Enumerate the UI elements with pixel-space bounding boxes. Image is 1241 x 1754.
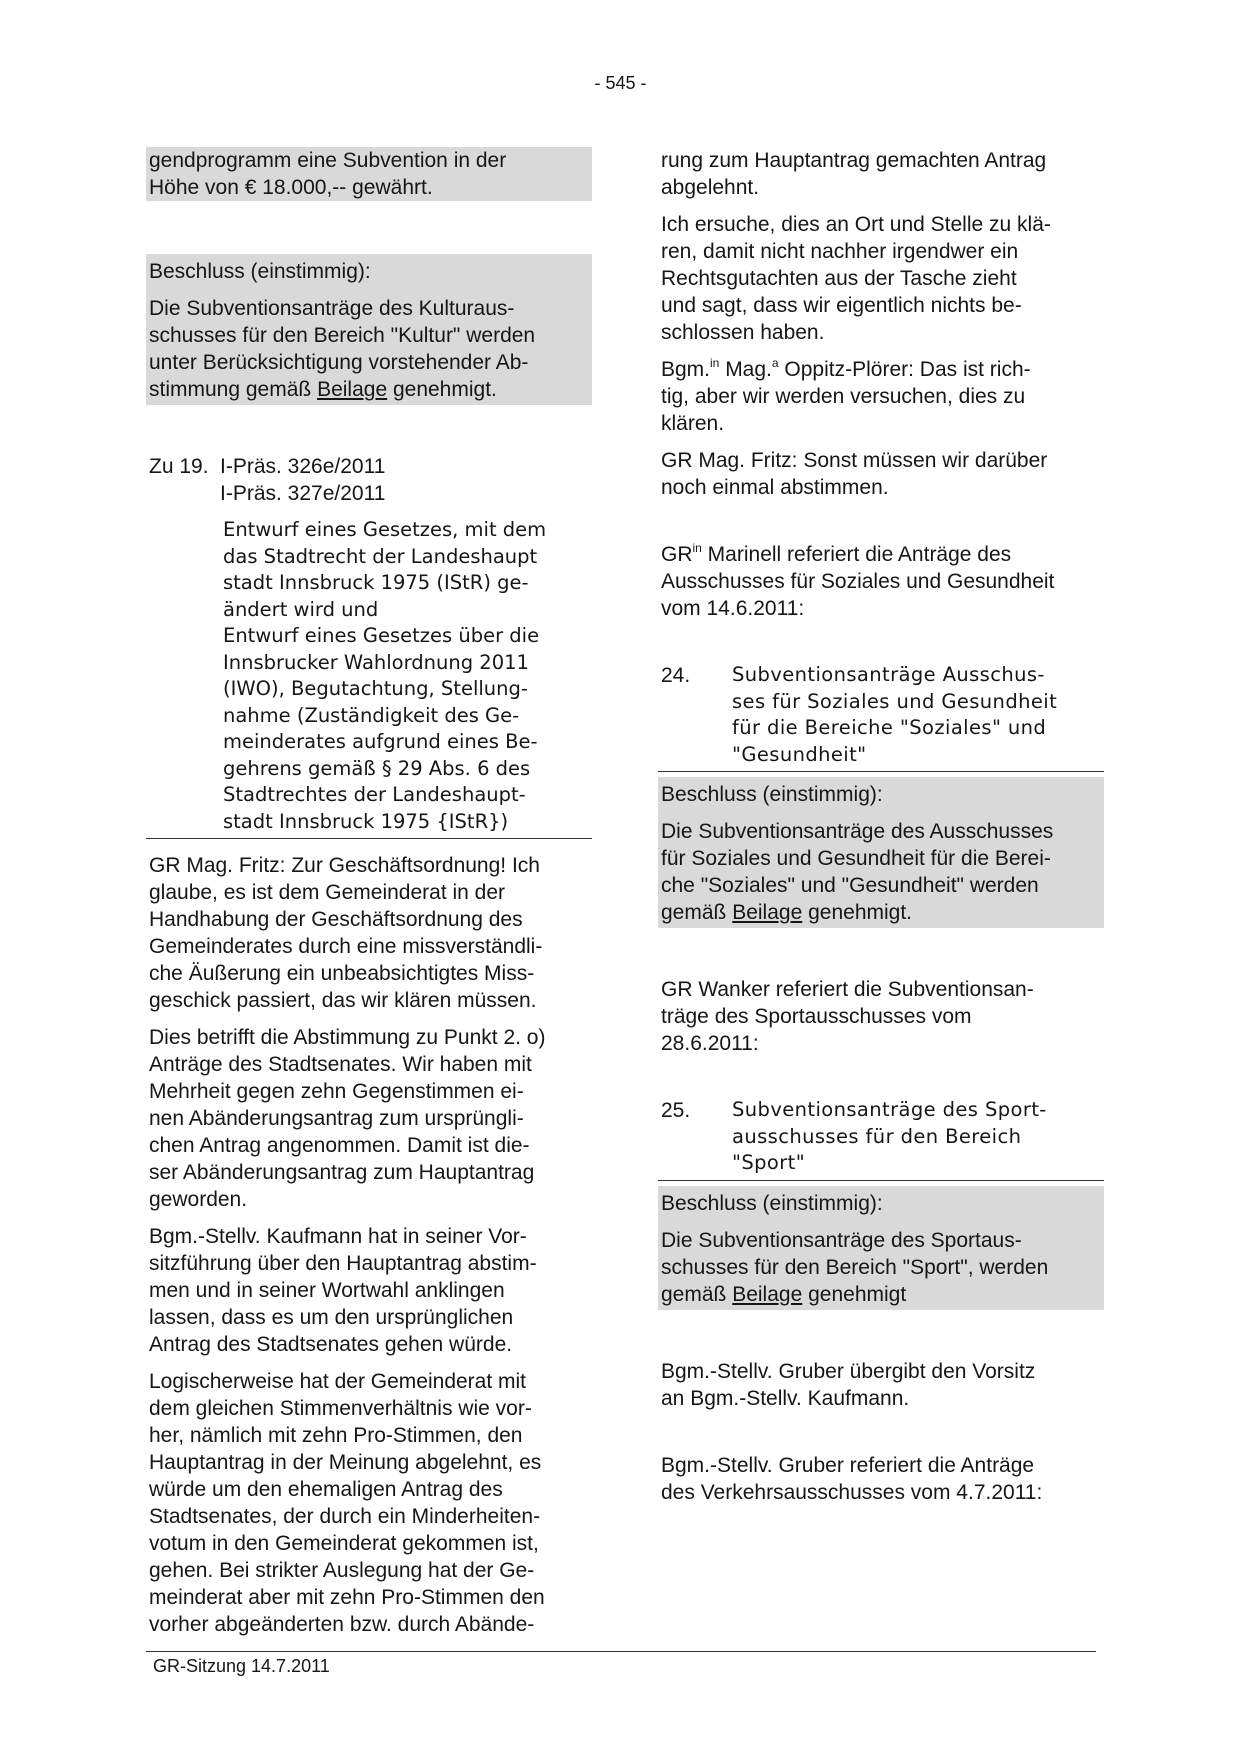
paragraph-oppitz-ploerer: Bgm.$^{in}$ Mag.$^a$ Oppitz-Plörer: Das ist rich- tig, aber wir werden versuchen, dies zu klären. (661, 356, 1031, 435)
resolution-box-kultur (146, 254, 592, 405)
beilage-link[interactable]: Beilage (732, 901, 803, 924)
agenda-number: Zu 19. (149, 455, 209, 478)
paragraph-wanker-referiert: GR Wanker referiert die Subventionsan- träge des Sportausschusses vom 28.6.2011: (661, 978, 1034, 1055)
resolution-text: Die Subventionsanträge des Sportaus- schusses für den Bereich "Sport", werden gemäß Beilage genehmigt (661, 1228, 1049, 1306)
agenda-references: I-Präs. 326e/2011 I-Präs. 327e/2011 (220, 455, 386, 505)
paragraph-fritz-abstimmen: GR Mag. Fritz: Sonst müssen wir darüber noch einmal abstimmen. (661, 449, 1048, 499)
paragraph-gruber-vorsitz: Bgm.-Stellv. Gruber übergibt den Vorsitz an Bgm.-Stellv. Kaufmann. (661, 1359, 1036, 1410)
footer-session-date: GR-Sitzung 14.7.2011 (153, 1656, 330, 1676)
page-number: - 545 - (594, 73, 647, 93)
paragraph-ersuche: Ich ersuche, dies an Ort und Stelle zu klä- ren, damit nicht nachher irgendwer ein Rechtsgutachten aus der Tasche zieht und sagt, dass wir eigentlich nichts be- schlossen haben. (661, 213, 1051, 344)
resolution-text: Die Subventionsanträge des Kulturaus- schusses für den Bereich "Kultur" werden unter Berücksichtigung vorstehender Ab- stimmung gemäß Beilage genehmigt. (149, 297, 536, 401)
left-column (146, 147, 592, 1638)
paragraph-fritz-geschaeftsordnung: GR Mag. Fritz: Zur Geschäftsordnung! Ich glaube, es ist dem Gemeinderat in der Handhabung der Geschäftsordnung des Gemeinderates durch eine missverständli- che Äußerung ein unbeabsichtigtes Miss- geschick passiert, das wir klären müssen. (149, 854, 543, 1012)
resolution-label: Beschluss (einstimmig): (661, 783, 883, 806)
paragraph-kaufmann-vorsitz: Bgm.-Stellv. Kaufmann hat in seiner Vor- sitzführung über den Hauptantrag abstim- men und in seiner Wortwahl anklingen lassen, dass es um den ursprünglichen Antrag des Stadtsenates gehen würde. (149, 1225, 537, 1356)
resolution-text: Die Subventionsanträge des Ausschusses für Soziales und Gesundheit für die Berei- che "Soziales" und "Gesundheit" werden gemäß Beilage genehmigt. (661, 820, 1054, 924)
paragraph-abgelehnt: rung zum Hauptantrag gemachten Antrag abgelehnt. (661, 149, 1047, 199)
resolution-box-soziales (658, 777, 1104, 928)
agenda-title: Subventionsanträge Ausschus- ses für Soziales und Gesundheit für die Bereiche "Soziales" und "Gesundheit" (732, 663, 1058, 766)
agenda-item-24 (658, 662, 1104, 772)
paragraph-abstimmung-punkt-2: Dies betrifft die Abstimmung zu Punkt 2. o) Anträge des Stadtsenates. Wir haben mit Mehrheit gegen zehn Gegenstimmen ei- nen Abänderungsantrag zum ursprüngli- chen Antrag angenommen. Damit ist die- ser Abänderungsantrag zum Hauptantrag geworden. (149, 1026, 546, 1211)
paragraph-marinell-referiert: $GR^{in}$ Marinell referiert die Anträge des Ausschusses für Soziales und Gesundheit vom 14.6.2011: (661, 541, 1055, 620)
footer-divider (146, 1651, 1096, 1652)
right-column (658, 147, 1104, 1506)
resolution-label: Beschluss (einstimmig): (149, 260, 371, 283)
beilage-link[interactable]: Beilage (732, 1282, 803, 1306)
agenda-title: Subventionsanträge des Sport- ausschusses für den Bereich "Sport" (732, 1098, 1047, 1174)
beilage-link[interactable]: Beilage (317, 378, 388, 401)
resolution-label: Beschluss (einstimmig): (661, 1191, 883, 1215)
agenda-number: 25. (661, 1099, 691, 1122)
resolution-box-sport (658, 1186, 1104, 1310)
paragraph-logischerweise: Logischerweise hat der Gemeinderat mit dem gleichen Stimmenverhältnis wie vor- her, nämlich mit zehn Pro-Stimmen, den Hauptantrag in der Meinung abgelehnt, es würde um den ehemaligen Antrag des Stadtsenates, der durch ein Minderheiten- votum in den Gemeinderat gekommen ist, gehen. Bei strikter Auslegung hat der Ge- meinderat aber mit zehn Pro-Stimmen den vorher abgeänderten bzw. durch Abände- (149, 1370, 545, 1636)
paragraph-gruber-referiert: Bgm.-Stellv. Gruber referiert die Anträge des Verkehrsausschusses vom 4.7.2011: (661, 1453, 1043, 1504)
agenda-title: Entwurf eines Gesetzes, mit dem das Stadtrecht der Landeshaupt stadt Innsbruck 1975 (IStR) ge- ändert wird und Entwurf eines Gesetzes über die Innsbrucker Wahlordnung 2011 (IWO), Begutachtung, Stellung- nahme (Zuständigkeit des Ge- meinderates aufgrund eines Be- gehrens gemäß § 29 Abs. 6 des Stadtrechtes der Landeshaupt- stadt Innsbruck 1975 {IStR}) (223, 518, 547, 833)
agenda-number: 24. (661, 664, 691, 687)
agenda-item-25 (658, 1097, 1104, 1181)
paragraph-subvention-amount: gendprogramm eine Subvention in der Höhe von € 18.000,-- gewährt. (146, 147, 592, 201)
agenda-item-19 (146, 453, 592, 839)
